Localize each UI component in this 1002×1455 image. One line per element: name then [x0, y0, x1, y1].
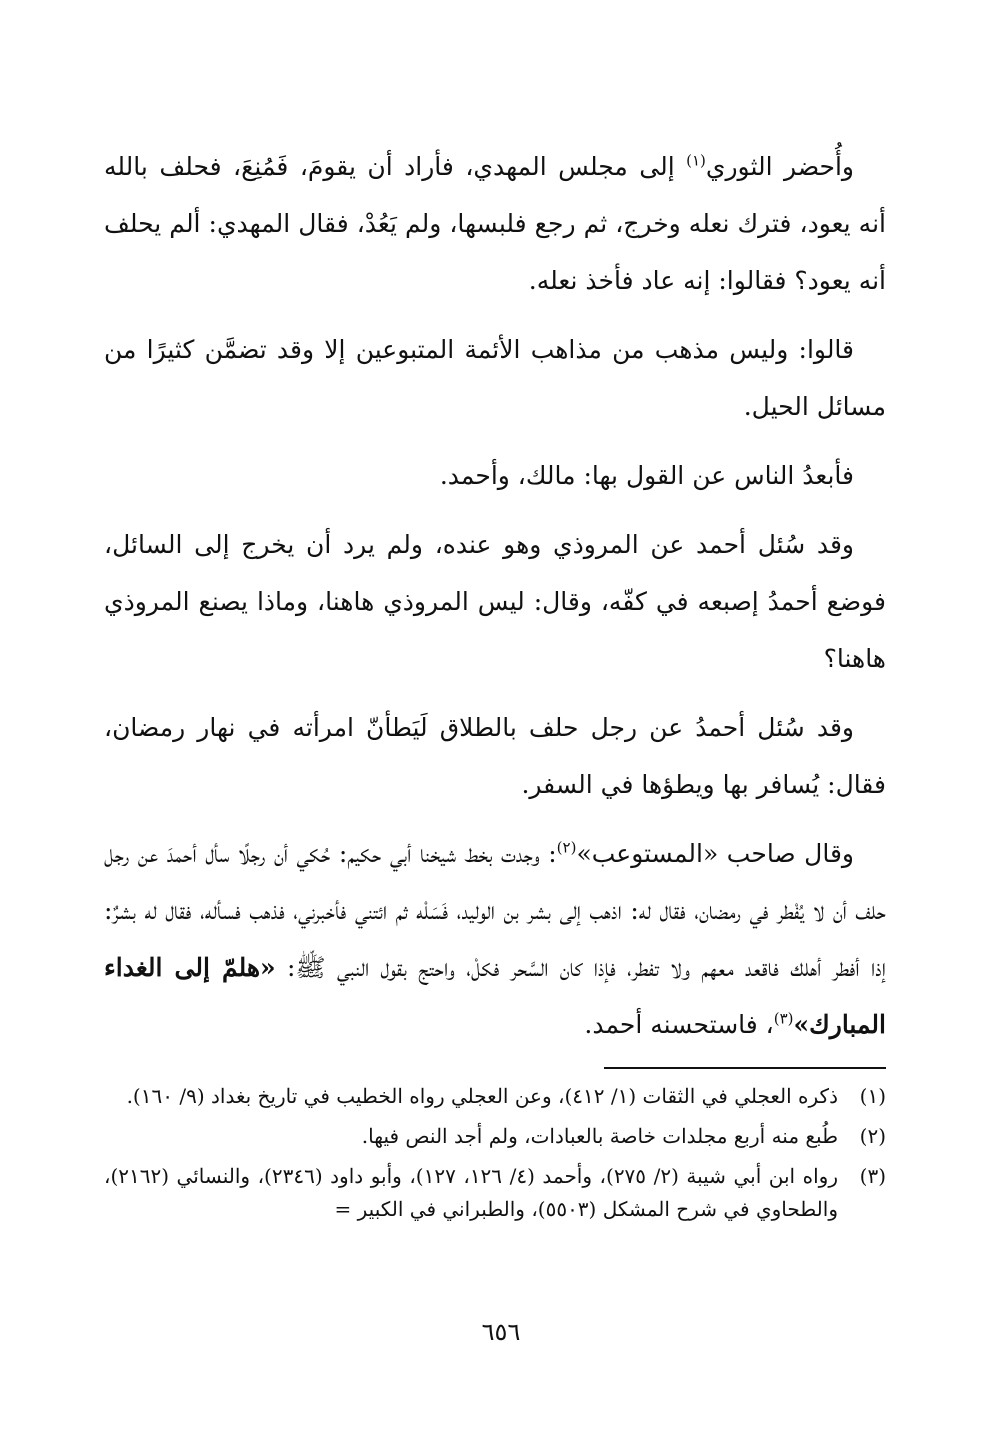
footnote-3-number: (٣) [859, 1164, 886, 1188]
footnote-2 [104, 1120, 886, 1153]
footnote-3-text: رواه ابن أبي شيبة (٢/ ٢٧٥)، وأحمد (٤/ ١٢٦، ١٢٧)، وأبو داود (٢٣٤٦)، والنسائي (٢١٦٢)، والطحاوي في شرح المشكل (٥٥٠٣)، والطبراني في الكبير = [104, 1164, 838, 1221]
paragraph-5: وقد سُئل أحمدُ عن رجل حلف بالطلاق لَيَطأنّ امرأته في نهار رمضان، فقال: يُسافر بها ويطؤها في السفر. [104, 713, 886, 799]
footnote-ref-1[interactable]: (١) [686, 151, 706, 170]
paragraph-6-text-c: ، فاستحسنه أحمد. [584, 1010, 774, 1039]
paragraph-3: فأبعدُ الناس عن القول بها: مالك، وأحمد. [439, 461, 854, 490]
paragraph-6-text-b: : وجدت بخط شيخنا أبي حكيم: حُكي أن رجلًا سأل أحمدَ عن رجل حلف أن لا يُفْطر في رمضان، فقال له: اذهب إلى بشر بن الوليد، فَسَلْه ثم ائتني فأخبرني، فذهب فسأله، فقال له بشرٌ: إذا أفطر أهلك فاقعد معهم ولا تفطر، فإذا كان السَّحر فكلْ، واحتج بقول النبي ﷺ: [104, 839, 886, 982]
hadith-quote: «هلمّ إلى الغداء المبارك» [104, 953, 886, 1039]
page-number: ٦٥٦ [481, 1318, 521, 1346]
footnote-ref-2[interactable]: (٢) [556, 838, 577, 857]
footnote-1-number: (١) [859, 1084, 886, 1108]
footnote-1-text: ذكره العجلي في الثقات (١/ ٤١٢)، وعن العجلي رواه الخطيب في تاريخ بغداد (٩/ ١٦٠). [126, 1084, 838, 1108]
footnote-ref-3[interactable]: (٣) [773, 1009, 794, 1028]
paragraph-1-text-a: وأُحضر الثوري [705, 152, 854, 181]
footnote-2-number: (٢) [859, 1124, 886, 1148]
footnote-divider [604, 1067, 886, 1069]
footnote-3 [104, 1160, 886, 1226]
main-text [104, 138, 886, 1065]
paragraph-1-text-b: إلى مجلس المهدي، فأراد أن يقومَ، فَمُنِعَ، فحلف بالله أنه يعود، فترك نعله وخرج، ثم رجع فلبسها، ولم يَعُدْ، فقال المهدي: ألم يحلف أنه يعود؟ فقالوا: إنه عاد فأخذ نعله. [104, 152, 886, 295]
paragraph-4: وقد سُئل أحمد عن المروذي وهو عنده، ولم يرد أن يخرج إلى السائل، فوضع أحمدُ إصبعه في كفّه، وقال: ليس المروذي هاهنا، وماذا يصنع المروذي هاهنا؟ [104, 530, 886, 673]
footnotes [104, 1080, 886, 1233]
paragraph-1 [104, 138, 886, 309]
footnote-1 [104, 1080, 886, 1113]
paragraph-6 [104, 825, 886, 1053]
footnote-2-text: طُبع منه أربع مجلدات خاصة بالعبادات، ولم أجد النص فيها. [361, 1124, 838, 1148]
paragraph-6-text-a: وقال صاحب «المستوعب» [576, 839, 854, 868]
paragraph-2: قالوا: وليس مذهب من مذاهب الأئمة المتبوعين إلا وقد تضمَّن كثيرًا من مسائل الحيل. [104, 335, 886, 421]
